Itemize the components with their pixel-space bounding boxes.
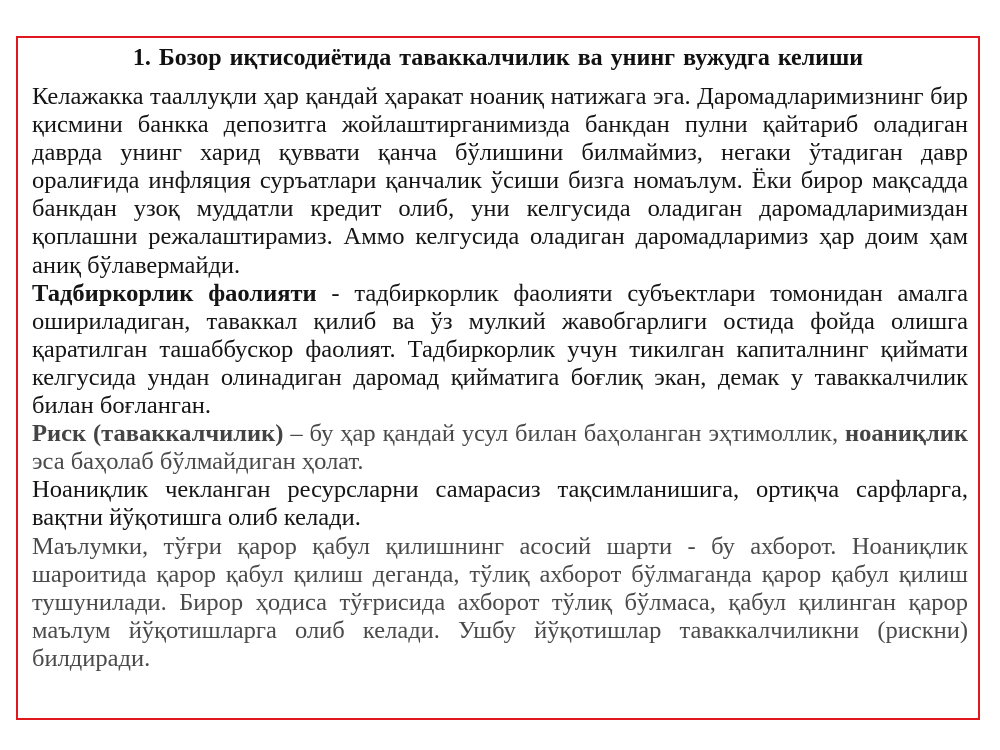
document-body — [32, 83, 968, 673]
paragraph-intro: Келажакка тааллуқли ҳар қандай ҳаракат ноаниқ натижага эга. Даромадларимизнинг бир қисмини банкка депозитга жойлаштирганимизда банкдан пулни қайтариб оладиган даврда унинг харид қуввати қанча бўлишини билмаймиз, негаки ўтадиган давр оралиғида инфляция суръатлари қанчалик ўсиши бизга номаълум. Ёки бирор мақсадда банкдан узоқ муддатли кредит олиб, уни келгусида оладиган даромадларимиздан қоплашни режалаштирамиз. Аммо келгусида оладиган даромадларимиз ҳар доим ҳам аниқ бўлавермайди. — [32, 83, 968, 279]
term-risk: Риск (таваккалчилик) — [32, 420, 284, 448]
definition-entrepreneurship: - тадбиркорлик фаолияти субъектлари томонидан амалга ошириладиган, таваккал қилиб ва ўз мулкий жавобгарлиги остида фойда олишга қаратилган ташаббускор фаолият. Тадбиркорлик учун тикилган капиталнинг қиймати келгусида ундан олинадиган даромад қийматига боғлиқ экан, демак у таваккалчилик билан боғланган. — [32, 279, 968, 420]
definition-uncertainty: эса баҳолаб бўлмайдиган ҳолат. — [32, 448, 364, 476]
page-title: 1. Бозор иқтисодиётида таваккалчилик ва унинг вужудга келиши — [132, 45, 864, 71]
term-uncertainty: ноаниқлик — [845, 420, 968, 448]
paragraph-uncertainty-effects: Ноаниқлик чекланган ресурсларни самарасиз тақсимланишига, ортиқча сарфларга, вақтни йўқотишга олиб келади. — [32, 476, 968, 532]
paragraph-information: Маълумки, тўғри қарор қабул қилишнинг асосий шарти - бу ахборот. Ноаниқлик шароитида қарор қабул қилиш деганда, тўлиқ ахборот бўлмаганда қарор қабул қилиш тушунилади. Бирор ҳодиса тўғрисида ахборот тўлиқ бўлмаса, қабул қилинган қарор маълум йўқотишларга олиб келади. Ушбу йўқотишлар таваккалчиликни (рискни) билдиради. — [32, 532, 968, 672]
term-entrepreneurship: Тадбиркорлик фаолияти — [32, 279, 317, 307]
definition-risk: – бу ҳар қандай усул билан баҳоланган эҳтимоллик, — [283, 420, 846, 448]
paragraph-risk — [32, 420, 968, 476]
paragraph-entrepreneurship — [32, 280, 968, 420]
